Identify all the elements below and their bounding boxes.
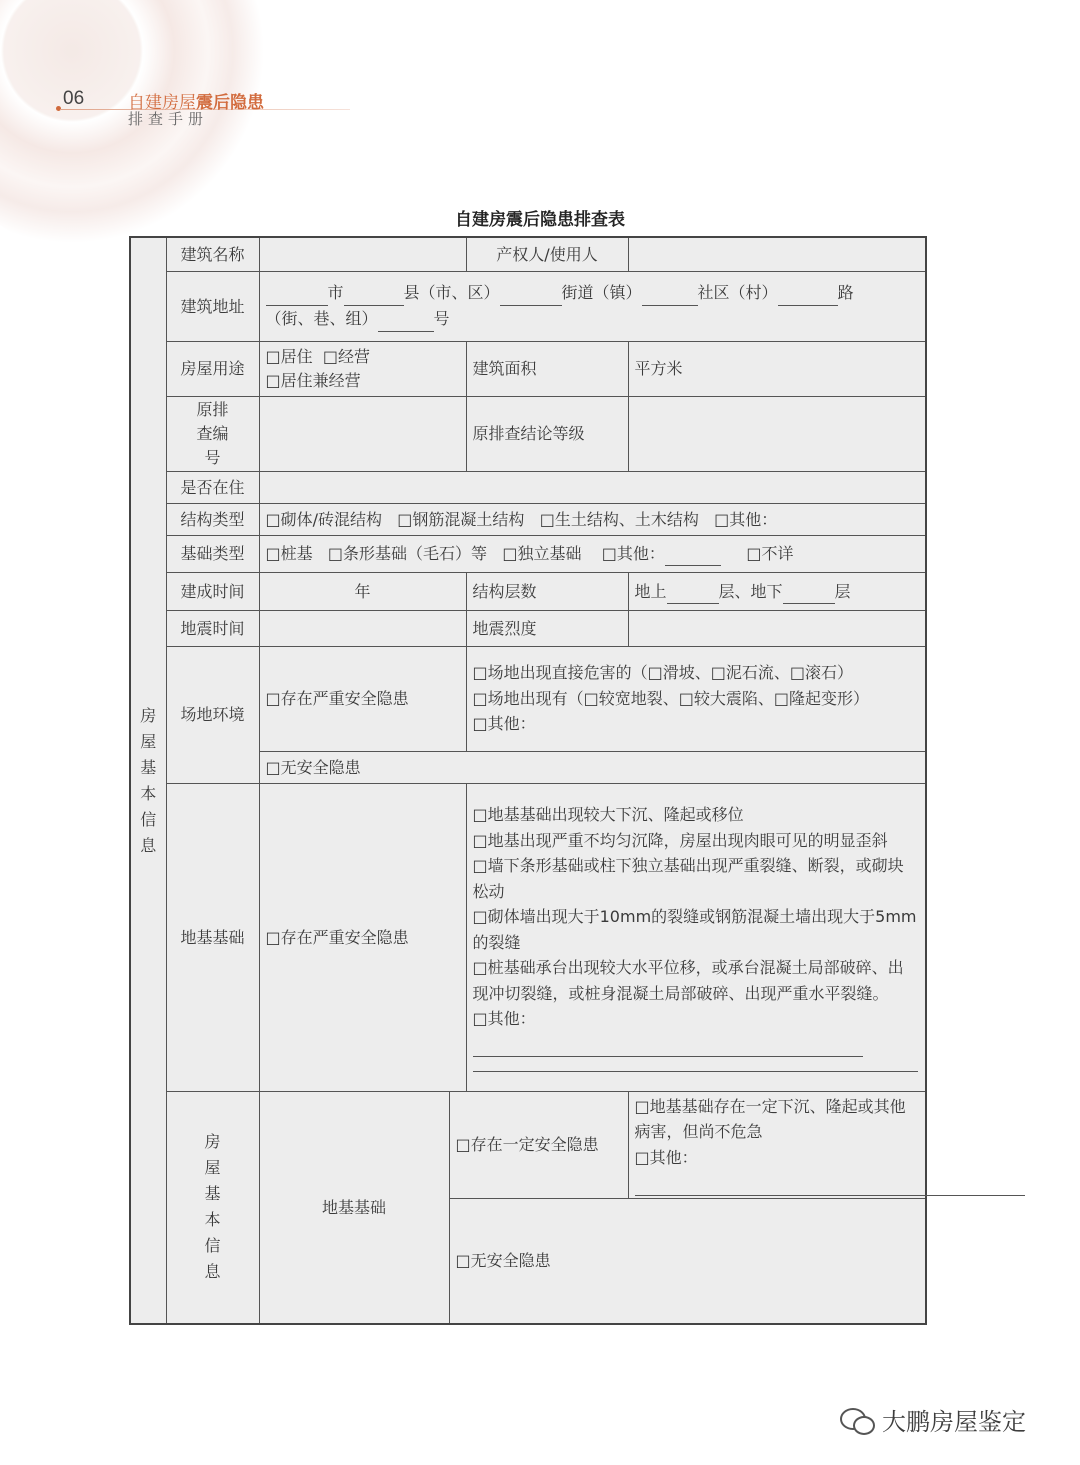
blank-number[interactable] <box>378 315 434 332</box>
checkbox-f-some-item1[interactable] <box>635 1097 650 1116</box>
checkbox-pile[interactable] <box>266 544 281 563</box>
f-item3: 墙下条形基础或柱下独立基础出现严重裂缝、断裂，或砌块松动 <box>472 856 904 901</box>
site-serious-items <box>466 646 926 751</box>
label-occupied: 是否在住 <box>166 471 259 503</box>
foundation-none <box>449 1198 926 1324</box>
foundation-serious-items <box>466 783 926 1091</box>
blank-found-other[interactable] <box>665 549 721 566</box>
site-none <box>259 751 926 783</box>
checkbox-earth[interactable] <box>540 510 555 529</box>
site-none-label: 无安全隐患 <box>280 757 361 777</box>
label-area: 建筑面积 <box>466 341 628 396</box>
floors-below: 层、地下 <box>718 581 783 601</box>
watermark-text: 大鹏房屋鉴定 <box>882 1408 1026 1436</box>
blank-f-other[interactable] <box>473 1038 863 1057</box>
blank-street[interactable] <box>500 289 562 306</box>
struct-masonry: 砌体/砖混结构 <box>280 509 383 529</box>
found-other: 其他： <box>616 544 665 563</box>
site-item2: 场地出现有（□较宽地裂、□较大震陷、□隆起变形） <box>487 688 869 708</box>
label-orig-no: 原排查编号 <box>166 396 259 471</box>
address-field[interactable] <box>259 271 926 341</box>
addr-road: 路 <box>837 283 854 302</box>
floors-field[interactable] <box>628 572 926 610</box>
addr-street: 街道（镇） <box>561 283 642 302</box>
foundation-some-items <box>628 1091 926 1198</box>
foundation-some-label: 存在一定安全隐患 <box>470 1135 599 1154</box>
f-item4: 砌体墙出现大于10mm的裂缝或钢筋混凝土墙出现大于5mm的裂缝 <box>472 907 917 952</box>
addr-community: 社区（村） <box>697 283 778 302</box>
found-strip: 条形基础（毛石）等 <box>343 544 488 563</box>
checkbox-f-some-item2[interactable] <box>635 1148 650 1167</box>
header-title-part1: 自建房屋 <box>128 93 196 113</box>
usage-business: 经营 <box>337 346 370 366</box>
addr-number: 号 <box>433 309 450 328</box>
checkbox-site-item1[interactable] <box>473 663 488 682</box>
usage-residential: 居住 <box>280 346 313 366</box>
blank-above[interactable] <box>667 587 719 604</box>
checkbox-f-item3[interactable] <box>473 856 488 875</box>
addr-city: 市 <box>327 283 344 302</box>
checkbox-site-serious[interactable] <box>266 689 281 708</box>
page-number: 06 <box>63 88 85 109</box>
checkbox-site-item2[interactable] <box>473 689 488 708</box>
blank-city[interactable] <box>266 289 328 306</box>
foundation-some <box>449 1091 628 1198</box>
input-orig-level[interactable] <box>628 396 926 471</box>
label-site: 场地环境 <box>166 646 259 783</box>
checkbox-foundation-none[interactable] <box>456 1251 471 1270</box>
f-item2: 地基出现严重不均匀沉降，房屋出现肉眼可见的明显歪斜 <box>487 830 888 850</box>
checkbox-site-none[interactable] <box>266 758 281 777</box>
checkbox-unknown[interactable] <box>746 544 761 563</box>
checkbox-f-item1[interactable] <box>473 805 488 824</box>
found-isolated: 独立基础 <box>517 544 582 563</box>
struct-earth: 生土结构、土木结构 <box>554 509 699 529</box>
label-foundation-2: 地基基础 <box>259 1091 449 1324</box>
found-unknown: 不详 <box>761 544 794 563</box>
checkbox-foundation-serious[interactable] <box>266 928 281 947</box>
checkbox-residential[interactable] <box>266 347 281 366</box>
struct-concrete: 钢筋混凝土结构 <box>412 509 525 529</box>
input-occupied[interactable] <box>259 471 926 503</box>
addr-lane: （街、巷、组） <box>265 309 378 328</box>
checkbox-f-item6[interactable] <box>473 1009 488 1028</box>
site-serious-label: 存在严重安全隐患 <box>280 689 409 708</box>
label-structure: 结构类型 <box>166 503 259 535</box>
f-item5: 桩基础承台出现较大水平位移，或承台混凝土局部破碎、出现冲切裂缝，或桩身混凝土局部破碎、出现严重水平裂缝。 <box>472 958 904 1003</box>
site-serious <box>259 646 466 751</box>
input-owner[interactable] <box>628 237 926 271</box>
addr-county: 县（市、区） <box>403 283 500 302</box>
label-usage: 房屋用途 <box>166 341 259 396</box>
input-intensity[interactable] <box>628 610 926 646</box>
label-building-name: 建筑名称 <box>166 237 259 271</box>
f-item6: 其他： <box>487 1009 536 1028</box>
foundation-serious <box>259 783 466 1091</box>
foundation-type-options <box>259 535 926 572</box>
section-label-basic: 房 屋 基 本 信 息 <box>130 237 166 1324</box>
checkbox-strip[interactable] <box>328 544 343 563</box>
floors-above: 地上 <box>634 581 667 601</box>
struct-other: 其他： <box>729 509 778 529</box>
f-item1: 地基基础出现较大下沉、隆起或移位 <box>487 805 744 824</box>
foundation-serious-label: 存在严重安全隐患 <box>280 927 409 947</box>
floors-end: 层 <box>834 581 851 601</box>
blank-below[interactable] <box>783 587 835 604</box>
section-label-basic-2: 房 屋 基 本 信 息 <box>166 1091 259 1324</box>
label-owner: 产权人/使用人 <box>466 237 628 271</box>
header-subtitle: 排查手册 <box>128 110 209 128</box>
checkbox-f-item5[interactable] <box>473 958 488 977</box>
site-item3: 其他： <box>487 714 536 734</box>
label-intensity: 地震烈度 <box>466 610 628 646</box>
site-item1: 场地出现直接危害的（□滑坡、□泥石流、□滚石） <box>487 663 853 683</box>
built-year[interactable]: 年 <box>259 572 466 610</box>
checkbox-concrete[interactable] <box>397 510 412 529</box>
checkbox-struct-other[interactable] <box>714 510 729 529</box>
label-foundation: 地基基础 <box>166 783 259 1091</box>
blank-f-other-line2[interactable] <box>473 1057 918 1072</box>
wechat-icon <box>840 1406 876 1434</box>
found-pile: 桩基 <box>280 544 313 563</box>
label-built-time: 建成时间 <box>166 572 259 610</box>
watermark <box>840 1402 1026 1437</box>
checkbox-site-item3[interactable] <box>473 714 488 733</box>
checkbox-foundation-some[interactable] <box>456 1135 471 1154</box>
checkbox-business[interactable] <box>323 347 338 366</box>
blank-community[interactable] <box>642 289 698 306</box>
label-floors: 结构层数 <box>466 572 628 610</box>
input-orig-no[interactable] <box>259 396 466 471</box>
form-title: 自建房震后隐患排查表 <box>455 210 625 230</box>
blank-county[interactable] <box>344 289 404 306</box>
checkbox-f-item2[interactable] <box>473 831 488 850</box>
header-title-part2: 震后隐患 <box>196 93 264 113</box>
checkbox-mixed[interactable] <box>266 371 281 390</box>
input-quake-time[interactable] <box>259 610 466 646</box>
checkbox-isolated[interactable] <box>502 544 517 563</box>
structure-options <box>259 503 926 535</box>
checkbox-masonry[interactable] <box>266 510 281 529</box>
foundation-none-label: 无安全隐患 <box>470 1251 551 1271</box>
label-orig-level: 原排查结论等级 <box>466 396 628 471</box>
blank-road[interactable] <box>778 289 838 306</box>
usage-mixed: 居住兼经营 <box>280 370 361 390</box>
checkbox-f-item4[interactable] <box>473 907 488 926</box>
blank-f-some-other[interactable] <box>635 1177 1025 1196</box>
usage-options <box>259 341 466 396</box>
input-building-name[interactable] <box>259 237 466 271</box>
inspection-form <box>129 236 927 1325</box>
checkbox-found-other[interactable] <box>602 544 617 563</box>
label-address: 建筑地址 <box>166 271 259 341</box>
label-foundation-type: 基础类型 <box>166 535 259 572</box>
f-some-item2: 其他： <box>649 1147 698 1167</box>
label-quake-time: 地震时间 <box>166 610 259 646</box>
area-unit[interactable]: 平方米 <box>628 341 926 396</box>
f-some-item1: 地基基础存在一定下沉、隆起或其他病害，但尚不危急 <box>634 1096 906 1141</box>
